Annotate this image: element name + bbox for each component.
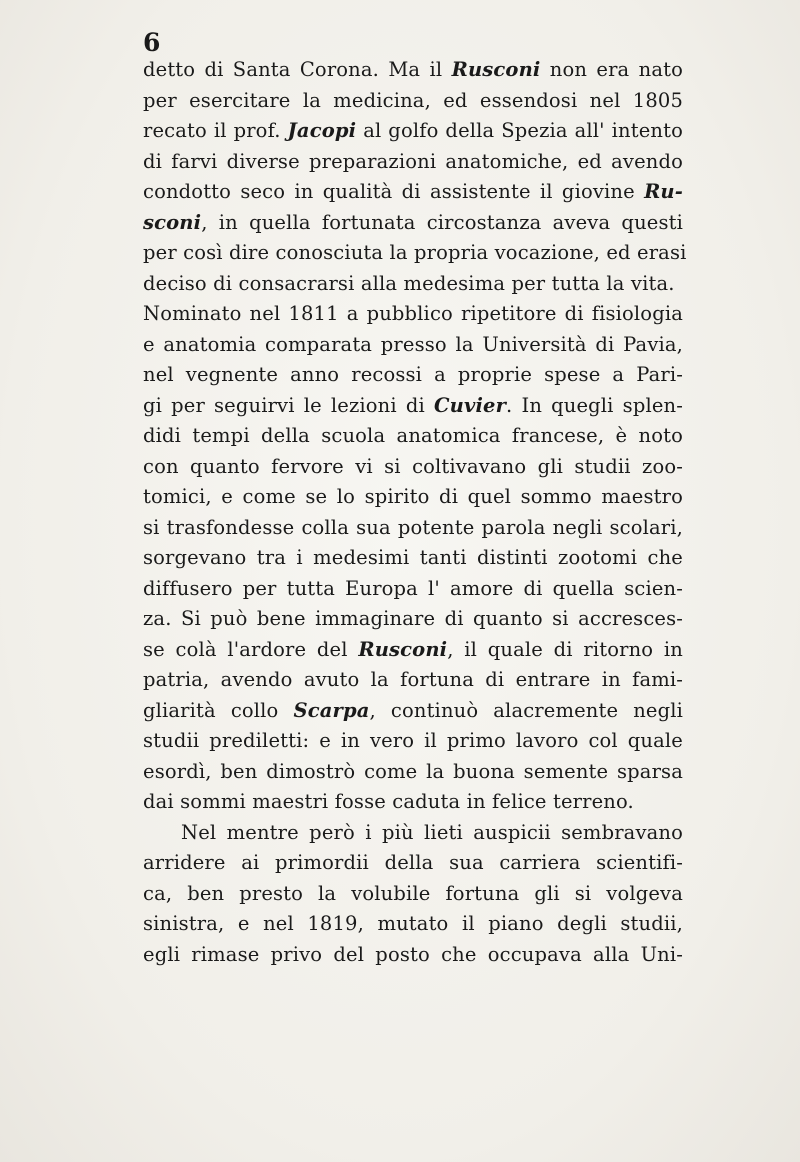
- text-segment: per esercitare la medicina, ed essendosi nel 1805: [143, 88, 683, 112]
- text-segment: deciso di consacrarsi alla medesima per tutta la vita.: [143, 271, 675, 295]
- italic-name: Rusconi: [358, 637, 448, 661]
- text-line: [143, 238, 687, 269]
- italic-name: Rusconi: [451, 58, 541, 81]
- text-segment: nel vegnente anno recossi a proprie spese a Pari-: [143, 363, 683, 386]
- text-line: [143, 513, 683, 544]
- text-line: [143, 482, 683, 513]
- text-segment: , il quale di ritorno in: [447, 637, 683, 661]
- text-line: [143, 208, 683, 239]
- text-line: [143, 269, 683, 300]
- text-line: [143, 360, 683, 391]
- text-segment: Nel mentre però i più lieti auspicii sembravano: [181, 820, 683, 844]
- text-line: [143, 452, 683, 483]
- body-text: [143, 55, 687, 970]
- text-line: [143, 909, 683, 940]
- text-line: [143, 757, 683, 788]
- text-line: [143, 665, 683, 696]
- text-segment: arridere ai primordii della sua carriera scientifi-: [143, 851, 683, 874]
- text-segment: ca, ben presto la volubile fortuna gli si volgeva: [143, 881, 683, 905]
- text-segment: studii prediletti: e in vero il primo lavoro col quale: [143, 729, 683, 752]
- text-line: [143, 787, 683, 818]
- text-line: [143, 330, 683, 361]
- text-segment: dai sommi maestri fosse caduta in felice terreno.: [143, 790, 634, 813]
- text-segment: Nominato nel 1811 a pubblico ripetitore di fisiologia: [143, 302, 683, 325]
- text-line: [143, 116, 683, 147]
- text-segment: patria, avendo avuto la fortuna di entrare in fami-: [143, 668, 683, 691]
- text-line: [143, 55, 683, 86]
- text-line: [143, 848, 683, 879]
- italic-name: sconi: [143, 210, 202, 234]
- text-line: [143, 635, 683, 666]
- text-segment: tomici, e come se lo spirito di quel sommo maestro: [143, 485, 683, 508]
- text-segment: per così dire conosciuta la propria vocazione, ed erasi: [143, 241, 687, 264]
- text-segment: e anatomia comparata presso la Università di Pavia,: [143, 332, 683, 356]
- text-segment: esordì, ben dimostrò come la buona semente sparsa: [143, 759, 683, 783]
- text-line: [143, 421, 683, 452]
- text-line: [143, 604, 683, 635]
- text-segment: con quanto fervore vi si coltivavano gli studii zoo-: [143, 454, 683, 478]
- text-line: [143, 299, 683, 330]
- text-segment: sorgevano tra i medesimi tanti distinti zootomi che: [143, 546, 683, 569]
- text-line: [143, 726, 683, 757]
- page-number: 6: [143, 28, 161, 57]
- text-line: [143, 879, 683, 910]
- text-line: [143, 391, 683, 422]
- text-line: [143, 147, 683, 178]
- text-segment: sinistra, e nel 1819, mutato il piano degli studii,: [143, 912, 683, 935]
- text-segment: . In quegli splen-: [506, 393, 683, 417]
- text-segment: , continuò alacremente negli: [369, 698, 684, 722]
- text-segment: si trasfondesse colla sua potente parola negli scolari,: [143, 515, 683, 539]
- text-segment: di farvi diverse preparazioni anatomiche, ed avendo: [143, 149, 683, 173]
- italic-name: Scarpa: [293, 698, 370, 722]
- text-segment: non era nato: [540, 58, 683, 81]
- text-line: [143, 696, 683, 727]
- italic-name: Ru-: [644, 180, 683, 203]
- text-segment: diffusero per tutta Europa l' amore di quella scien-: [143, 576, 683, 600]
- text-segment: al golfo della Spezia all' intento: [356, 119, 684, 142]
- text-line: [143, 818, 683, 849]
- italic-name: Cuvier: [433, 393, 507, 417]
- text-line: [143, 86, 683, 117]
- text-line: [143, 574, 683, 605]
- text-segment: za. Si può bene immaginare di quanto si accresces-: [143, 607, 683, 630]
- text-segment: egli rimase privo del posto che occupava alla Uni-: [143, 942, 683, 966]
- text-segment: , in quella fortunata circostanza aveva questi: [201, 210, 683, 234]
- text-segment: condotto seco in qualità di assistente il giovine: [143, 180, 645, 203]
- text-segment: detto di Santa Corona. Ma il: [143, 58, 452, 81]
- text-line: [143, 543, 683, 574]
- italic-name: Jacopi: [287, 119, 357, 142]
- text-line: [143, 940, 683, 971]
- text-segment: didi tempi della scuola anatomica francese, è noto: [143, 424, 683, 447]
- text-segment: gi per seguirvi le lezioni di: [143, 393, 434, 417]
- text-line: [143, 177, 683, 208]
- text-segment: gliarità collo: [143, 698, 294, 722]
- text-segment: recato il prof.: [143, 119, 288, 142]
- text-segment: se colà l'ardore del: [143, 637, 359, 661]
